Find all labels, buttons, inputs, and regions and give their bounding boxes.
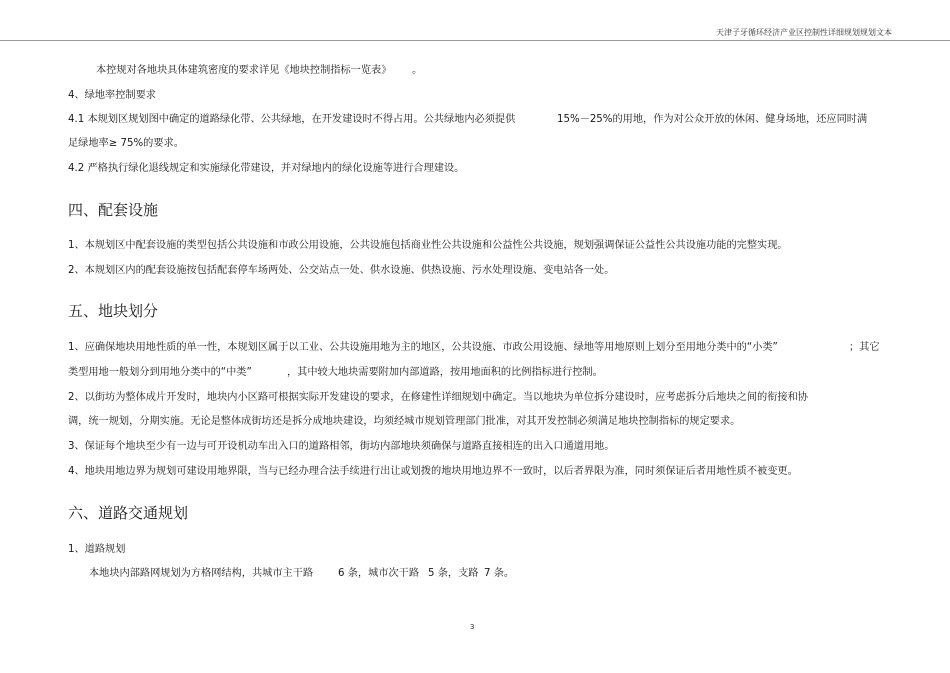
- section-heading-traffic: 六、道路交通规划: [68, 504, 189, 522]
- paragraph-road-network-b: 6 条，城市次干路: [338, 568, 420, 579]
- header-rule: [0, 40, 950, 41]
- page-number: 3: [470, 623, 475, 631]
- paragraph-plot-1-cont-b: ，其中较大地块需要附加内部道路，按用地面积的比例指标进行控制。: [287, 367, 603, 378]
- section-heading-plot-division: 五、地块划分: [68, 302, 159, 320]
- paragraph-road-network-d: 7 条。: [484, 568, 515, 579]
- paragraph-road-network-a: 本地块内部路网规划为方格网结构，共城市主干路: [89, 568, 314, 579]
- subheading-green-ratio: 4、绿地率控制要求: [68, 90, 156, 101]
- section-heading-facilities: 四、配套设施: [68, 201, 159, 219]
- paragraph-road-network-c: 5 条，支路: [428, 568, 479, 579]
- paragraph-density-reference: 本控规对各地块具体建筑密度的要求详见《地块控制指标一览表》: [96, 65, 392, 76]
- paragraph-plot-3: 3、保证每个地块至少有一边与可开设机动车出入口的道路相邻，街坊内部地块须确保与道路直接相连的出入口通道用地。: [68, 441, 615, 452]
- paragraph-plot-4: 4、地块用地边界为规划可建设用地界限，当与已经办理合法手续进行出让或划拨的地块用地边界不一致时，以后者界限为准，同时须保证后者用地性质不被变更。: [68, 466, 798, 477]
- subheading-road-planning: 1、道路规划: [68, 544, 126, 555]
- paragraph-plot-2-cont: 调，统一规划，分期实施。无论是整体成街坊还是拆分成地块建设，均须经城市规划管理部门批准，对其开发控制必须满足地块控制指标的规定要求。: [68, 416, 741, 427]
- paragraph-density-reference-end: 。: [412, 65, 423, 76]
- document-title: 天津子牙循环经济产业区控制性详细规划规划文本: [716, 28, 892, 37]
- paragraph-plot-2: 2、以街坊为整体成片开发时，地块内小区路可根据实际开发建设的要求，在修建性详细规划中确定。当以地块为单位拆分建设时，应考虑拆分后地块之间的衔接和协: [68, 392, 808, 403]
- paragraph-facilities-1: 1、本规划区中配套设施的类型包括公共设施和市政公用设施，公共设施包括商业性公共设施和公益性公共设施，规划强调保证公益性公共设施功能的完整实现。: [68, 240, 788, 251]
- paragraph-facilities-2: 2、本规划区内的配套设施按包括配套停车场两处、公交站点一处、供水设施、供热设施、污水处理设施、变电站各一处。: [68, 265, 615, 276]
- paragraph-plot-1-cont-a: 类型用地一般划分到用地分类中的“中类”: [68, 367, 252, 378]
- paragraph-plot-1-part1: 1、应确保地块用地性质的单一性，本规划区属于以工业、公共设施用地为主的地区，公共设施、市政公用设施、绿地等用地原则上划分至用地分类中的“小类”: [68, 342, 778, 353]
- paragraph-4-2: 4.2 严格执行绿化退线规定和实施绿化带建设，并对绿地内的绿化设施等进行合理建设。: [68, 163, 465, 174]
- paragraph-4-1-part2: 15%－25%的用地，作为对公众开放的休闲、健身场地，还应同时满: [557, 114, 868, 125]
- paragraph-4-1-cont: 足绿地率≥ 75%的要求。: [68, 138, 184, 149]
- paragraph-plot-1-part2: ；其它: [849, 342, 880, 353]
- paragraph-4-1-part1: 4.1 本规划区规划图中确定的道路绿化带、公共绿地，在开发建设时不得占用。公共绿地内必须提供: [68, 114, 516, 125]
